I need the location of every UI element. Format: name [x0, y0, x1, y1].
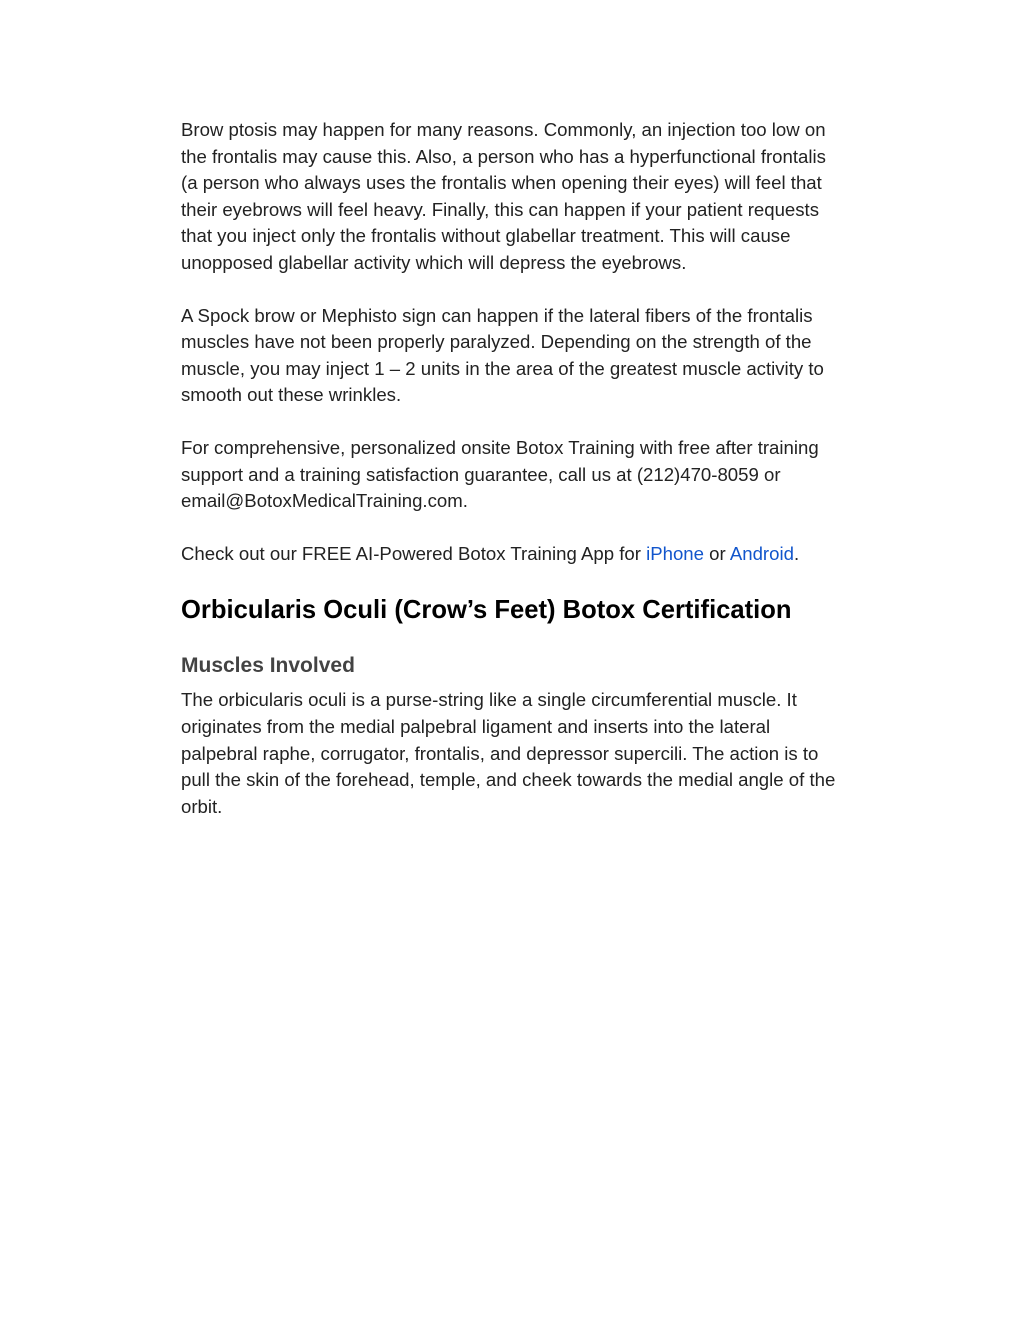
paragraph-line: support and a training satisfaction guarantee, call us at (212)470-8059 or — [181, 463, 781, 485]
paragraph-line: that you inject only the frontalis without glabellar treatment. This will cause — [181, 225, 791, 247]
paragraph-line: (a person who always uses the frontalis when opening their eyes) will feel that — [181, 172, 822, 194]
paragraph-line: the frontalis may cause this. Also, a person who has a hyperfunctional frontalis — [181, 145, 826, 167]
paragraph-line: The orbicularis oculi is a purse-string like a single circumferential muscle. It — [181, 689, 797, 711]
paragraph-line: unopposed glabellar activity which will depress the eyebrows. — [181, 251, 687, 273]
paragraph-line: Brow ptosis may happen for many reasons. Commonly, an injection too low on — [181, 119, 826, 140]
paragraph-line: A Spock brow or Mephisto sign can happen if the lateral fibers of the frontalis — [181, 304, 813, 326]
subsection-title: Muscles Involved — [181, 654, 355, 678]
paragraph-line: orbit. — [181, 795, 223, 817]
training-cta-paragraph — [181, 435, 901, 515]
android-app-link[interactable]: Android — [729, 542, 794, 564]
app-promo-line — [181, 541, 901, 568]
app-promo-suffix: . — [793, 542, 800, 564]
app-promo-prefix: Check out our FREE AI-Powered Botox Training App for — [181, 542, 647, 564]
iphone-app-link[interactable]: iPhone — [646, 542, 704, 564]
section-title: Orbicularis Oculi (Crow’s Feet) Botox Certification — [181, 596, 792, 625]
paragraph-line: smooth out these wrinkles. — [181, 384, 402, 406]
brow-ptosis-paragraph — [181, 117, 901, 277]
paragraph-line: For comprehensive, personalized onsite Botox Training with free after training — [181, 436, 819, 458]
paragraph-line: muscles have not been properly paralyzed. Depending on the strength of the — [181, 331, 812, 353]
paragraph-line: pull the skin of the forehead, temple, and cheek towards the medial angle of the — [181, 769, 836, 791]
orbicularis-paragraph — [181, 687, 901, 820]
app-promo-paragraph — [181, 541, 901, 568]
app-promo-middle: or — [704, 542, 730, 564]
paragraph-line: originates from the medial palpebral ligament and inserts into the lateral — [181, 715, 771, 737]
paragraph-line: their eyebrows will feel heavy. Finally, this can happen if your patient requests — [181, 198, 820, 220]
paragraph-line: email@BotoxMedicalTraining.com. — [181, 490, 468, 512]
paragraph-line: palpebral raphe, corrugator, frontalis, and depressor supercili. The action is to — [181, 742, 819, 764]
spock-brow-paragraph — [181, 303, 901, 409]
document-page — [181, 117, 901, 846]
paragraph-line: muscle, you may inject 1 – 2 units in the area of the greatest muscle activity to — [181, 357, 824, 379]
